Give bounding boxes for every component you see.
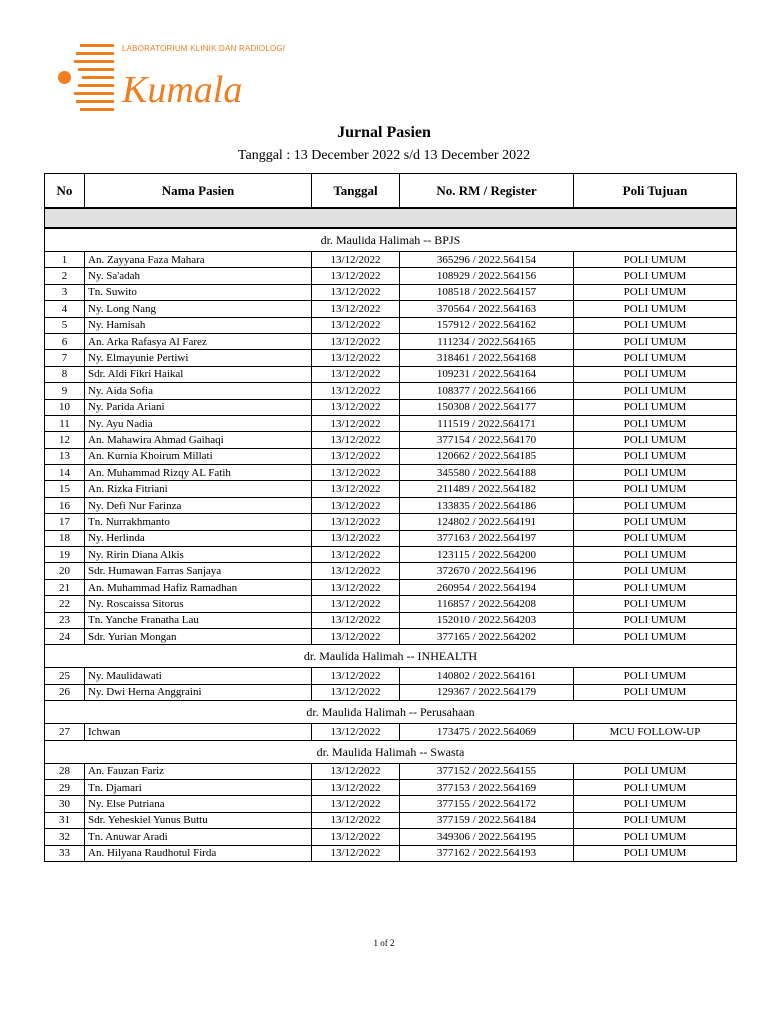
visit-date: 13/12/2022 [312, 779, 400, 795]
page-number: 1 of 2 [373, 938, 395, 948]
table-row [45, 845, 737, 861]
poli-tujuan: POLI UMUM [574, 301, 737, 317]
poli-tujuan: POLI UMUM [574, 547, 737, 563]
patient-name: An. Zayyana Faza Mahara [85, 252, 312, 268]
poli-tujuan: POLI UMUM [574, 284, 737, 300]
visit-date: 13/12/2022 [312, 514, 400, 530]
row-no: 18 [45, 530, 85, 546]
table-row [45, 350, 737, 366]
rm-register: 377152 / 2022.564155 [400, 763, 574, 779]
table-row [45, 252, 737, 268]
visit-date: 13/12/2022 [312, 383, 400, 399]
rm-register: 377153 / 2022.564169 [400, 779, 574, 795]
row-no: 11 [45, 415, 85, 431]
visit-date: 13/12/2022 [312, 612, 400, 628]
table-row [45, 415, 737, 431]
poli-tujuan: POLI UMUM [574, 350, 737, 366]
rm-register: 124802 / 2022.564191 [400, 514, 574, 530]
report-title: Jurnal Pasien [337, 124, 431, 141]
patient-name: An. Fauzan Fariz [85, 763, 312, 779]
rm-register: 349306 / 2022.564195 [400, 829, 574, 845]
visit-date: 13/12/2022 [312, 268, 400, 284]
rm-register: 152010 / 2022.564203 [400, 612, 574, 628]
patient-name: Ny. Long Nang [85, 301, 312, 317]
visit-date: 13/12/2022 [312, 252, 400, 268]
row-no: 3 [45, 284, 85, 300]
row-no: 10 [45, 399, 85, 415]
patient-name: Ny. Sa'adah [85, 268, 312, 284]
rm-register: 377163 / 2022.564197 [400, 530, 574, 546]
patient-name: Ny. Defi Nur Farinza [85, 497, 312, 513]
poli-tujuan: POLI UMUM [574, 779, 737, 795]
poli-tujuan: POLI UMUM [574, 317, 737, 333]
table-row [45, 333, 737, 349]
poli-tujuan: POLI UMUM [574, 829, 737, 845]
patient-name: Ny. Hamisah [85, 317, 312, 333]
poli-tujuan: POLI UMUM [574, 481, 737, 497]
row-no: 17 [45, 514, 85, 530]
table-body [45, 208, 737, 861]
patient-name: Tn. Nurrakhmanto [85, 514, 312, 530]
rm-register: 370564 / 2022.564163 [400, 301, 574, 317]
visit-date: 13/12/2022 [312, 628, 400, 644]
rm-register: 116857 / 2022.564208 [400, 596, 574, 612]
table-row [45, 530, 737, 546]
table-row [45, 497, 737, 513]
poli-tujuan: POLI UMUM [574, 399, 737, 415]
rm-register: 157912 / 2022.564162 [400, 317, 574, 333]
table-row [45, 724, 737, 740]
rm-register: 173475 / 2022.564069 [400, 724, 574, 740]
poli-tujuan: POLI UMUM [574, 684, 737, 700]
table-row [45, 668, 737, 684]
rm-register: 129367 / 2022.564179 [400, 684, 574, 700]
rm-register: 111234 / 2022.564165 [400, 333, 574, 349]
rm-register: 377162 / 2022.564193 [400, 845, 574, 861]
table-row [45, 579, 737, 595]
group-header-row [45, 645, 737, 668]
visit-date: 13/12/2022 [312, 448, 400, 464]
visit-date: 13/12/2022 [312, 333, 400, 349]
visit-date: 13/12/2022 [312, 301, 400, 317]
row-no: 19 [45, 547, 85, 563]
col-poli-tujuan: Poli Tujuan [574, 174, 737, 209]
row-no: 15 [45, 481, 85, 497]
visit-date: 13/12/2022 [312, 684, 400, 700]
patient-name: Tn. Anuwar Aradi [85, 829, 312, 845]
table-row [45, 481, 737, 497]
rm-register: 108929 / 2022.564156 [400, 268, 574, 284]
table-row [45, 829, 737, 845]
table-header-row [45, 174, 737, 209]
rm-register: 377154 / 2022.564170 [400, 432, 574, 448]
table-row [45, 284, 737, 300]
patient-name: An. Rizka Fitriani [85, 481, 312, 497]
rm-register: 140802 / 2022.564161 [400, 668, 574, 684]
separator-row [45, 208, 737, 228]
row-no: 29 [45, 779, 85, 795]
patient-name: Sdr. Humawan Farras Sanjaya [85, 563, 312, 579]
visit-date: 13/12/2022 [312, 415, 400, 431]
visit-date: 13/12/2022 [312, 563, 400, 579]
patient-name: Ny. Roscaissa Sitorus [85, 596, 312, 612]
visit-date: 13/12/2022 [312, 530, 400, 546]
poli-tujuan: POLI UMUM [574, 612, 737, 628]
table-row [45, 779, 737, 795]
poli-tujuan: POLI UMUM [574, 465, 737, 481]
logo-dot-icon [58, 71, 71, 84]
rm-register: 318461 / 2022.564168 [400, 350, 574, 366]
row-no: 30 [45, 796, 85, 812]
group-name: dr. Maulida Halimah -- INHEALTH [45, 645, 737, 668]
patient-name: Sdr. Aldi Fikri Haikal [85, 366, 312, 382]
row-no: 14 [45, 465, 85, 481]
poli-tujuan: POLI UMUM [574, 514, 737, 530]
poli-tujuan: POLI UMUM [574, 668, 737, 684]
row-no: 5 [45, 317, 85, 333]
row-no: 24 [45, 628, 85, 644]
row-no: 32 [45, 829, 85, 845]
patient-name: Sdr. Yurian Mongan [85, 628, 312, 644]
poli-tujuan: POLI UMUM [574, 432, 737, 448]
row-no: 1 [45, 252, 85, 268]
patient-name: Ny. Elmayunie Pertiwi [85, 350, 312, 366]
visit-date: 13/12/2022 [312, 465, 400, 481]
row-no: 28 [45, 763, 85, 779]
table-row [45, 563, 737, 579]
rm-register: 377159 / 2022.564184 [400, 812, 574, 828]
lab-name: LABORATORIUM KLINIK DAN RADIOLOGI [122, 44, 286, 53]
row-no: 22 [45, 596, 85, 612]
visit-date: 13/12/2022 [312, 399, 400, 415]
patient-name: Ny. Aida Sofia [85, 383, 312, 399]
table-row [45, 432, 737, 448]
poli-tujuan: POLI UMUM [574, 448, 737, 464]
poli-tujuan: POLI UMUM [574, 333, 737, 349]
table-row [45, 514, 737, 530]
visit-date: 13/12/2022 [312, 668, 400, 684]
poli-tujuan: MCU FOLLOW-UP [574, 724, 737, 740]
report-date-range: Tanggal : 13 December 2022 s/d 13 December 2022 [237, 148, 531, 163]
rm-register: 133835 / 2022.564186 [400, 497, 574, 513]
table-row [45, 399, 737, 415]
rm-register: 120662 / 2022.564185 [400, 448, 574, 464]
row-no: 16 [45, 497, 85, 513]
visit-date: 13/12/2022 [312, 497, 400, 513]
visit-date: 13/12/2022 [312, 845, 400, 861]
visit-date: 13/12/2022 [312, 596, 400, 612]
patient-name: Ny. Ririn Diana Alkis [85, 547, 312, 563]
group-name: dr. Maulida Halimah -- BPJS [45, 228, 737, 252]
patient-name: Ny. Dwi Herna Anggraini [85, 684, 312, 700]
row-no: 4 [45, 301, 85, 317]
patient-name: An. Hilyana Raudhotul Firda [85, 845, 312, 861]
patient-name: An. Muhammad Hafiz Ramadhan [85, 579, 312, 595]
col-no: No [45, 174, 85, 209]
table-row [45, 596, 737, 612]
row-no: 25 [45, 668, 85, 684]
patient-name: An. Kurnia Khoirum Millati [85, 448, 312, 464]
poli-tujuan: POLI UMUM [574, 366, 737, 382]
table-row [45, 465, 737, 481]
col-no-rm-register: No. RM / Register [400, 174, 574, 209]
visit-date: 13/12/2022 [312, 481, 400, 497]
patient-name: Tn. Suwito [85, 284, 312, 300]
table-row [45, 812, 737, 828]
row-no: 23 [45, 612, 85, 628]
group-name: dr. Maulida Halimah -- Swasta [45, 740, 737, 763]
patient-name: Ny. Else Putriana [85, 796, 312, 812]
poli-tujuan: POLI UMUM [574, 268, 737, 284]
group-header-row [45, 228, 737, 252]
rm-register: 260954 / 2022.564194 [400, 579, 574, 595]
visit-date: 13/12/2022 [312, 812, 400, 828]
patient-name: Sdr. Yeheskiel Yunus Buttu [85, 812, 312, 828]
visit-date: 13/12/2022 [312, 763, 400, 779]
patient-name: Tn. Djamari [85, 779, 312, 795]
patient-name: An. Arka Rafasya Al Farez [85, 333, 312, 349]
table-row [45, 383, 737, 399]
table-row [45, 301, 737, 317]
patient-name: An. Mahawira Ahmad Gaihaqi [85, 432, 312, 448]
rm-register: 109231 / 2022.564164 [400, 366, 574, 382]
poli-tujuan: POLI UMUM [574, 628, 737, 644]
row-no: 21 [45, 579, 85, 595]
visit-date: 13/12/2022 [312, 366, 400, 382]
patient-journal-table [44, 173, 737, 862]
visit-date: 13/12/2022 [312, 547, 400, 563]
rm-register: 111519 / 2022.564171 [400, 415, 574, 431]
patient-name: Ichwan [85, 724, 312, 740]
rm-register: 211489 / 2022.564182 [400, 481, 574, 497]
patient-name: Ny. Ayu Nadia [85, 415, 312, 431]
table-row [45, 763, 737, 779]
visit-date: 13/12/2022 [312, 317, 400, 333]
table-row [45, 684, 737, 700]
table-row [45, 628, 737, 644]
row-no: 6 [45, 333, 85, 349]
patient-name: An. Muhammad Rizqy AL Fatih [85, 465, 312, 481]
brand-name: Kumala [122, 69, 243, 111]
rm-register: 345580 / 2022.564188 [400, 465, 574, 481]
rm-register: 365296 / 2022.564154 [400, 252, 574, 268]
row-no: 26 [45, 684, 85, 700]
visit-date: 13/12/2022 [312, 724, 400, 740]
visit-date: 13/12/2022 [312, 796, 400, 812]
poli-tujuan: POLI UMUM [574, 845, 737, 861]
rm-register: 108518 / 2022.564157 [400, 284, 574, 300]
group-header-row [45, 701, 737, 724]
rm-register: 108377 / 2022.564166 [400, 383, 574, 399]
row-no: 2 [45, 268, 85, 284]
col-nama-pasien: Nama Pasien [85, 174, 312, 209]
visit-date: 13/12/2022 [312, 829, 400, 845]
visit-date: 13/12/2022 [312, 579, 400, 595]
table-row [45, 268, 737, 284]
row-no: 13 [45, 448, 85, 464]
row-no: 8 [45, 366, 85, 382]
row-no: 7 [45, 350, 85, 366]
patient-name: Ny. Herlinda [85, 530, 312, 546]
rm-register: 377155 / 2022.564172 [400, 796, 574, 812]
row-no: 9 [45, 383, 85, 399]
group-name: dr. Maulida Halimah -- Perusahaan [45, 701, 737, 724]
table-row [45, 317, 737, 333]
visit-date: 13/12/2022 [312, 432, 400, 448]
rm-register: 377165 / 2022.564202 [400, 628, 574, 644]
poli-tujuan: POLI UMUM [574, 763, 737, 779]
poli-tujuan: POLI UMUM [574, 579, 737, 595]
poli-tujuan: POLI UMUM [574, 497, 737, 513]
rm-register: 123115 / 2022.564200 [400, 547, 574, 563]
poli-tujuan: POLI UMUM [574, 415, 737, 431]
poli-tujuan: POLI UMUM [574, 563, 737, 579]
poli-tujuan: POLI UMUM [574, 796, 737, 812]
patient-name: Ny. Parida Ariani [85, 399, 312, 415]
row-no: 27 [45, 724, 85, 740]
table-row [45, 612, 737, 628]
poli-tujuan: POLI UMUM [574, 530, 737, 546]
group-header-row [45, 740, 737, 763]
patient-name: Tn. Yanche Franatha Lau [85, 612, 312, 628]
rm-register: 372670 / 2022.564196 [400, 563, 574, 579]
row-no: 31 [45, 812, 85, 828]
kumala-logo [58, 40, 288, 120]
row-no: 20 [45, 563, 85, 579]
row-no: 33 [45, 845, 85, 861]
poli-tujuan: POLI UMUM [574, 383, 737, 399]
table-row [45, 448, 737, 464]
poli-tujuan: POLI UMUM [574, 812, 737, 828]
table-row [45, 547, 737, 563]
poli-tujuan: POLI UMUM [574, 252, 737, 268]
col-tanggal: Tanggal [312, 174, 400, 209]
visit-date: 13/12/2022 [312, 350, 400, 366]
table-row [45, 796, 737, 812]
visit-date: 13/12/2022 [312, 284, 400, 300]
table-row [45, 366, 737, 382]
poli-tujuan: POLI UMUM [574, 596, 737, 612]
patient-name: Ny. Maulidawati [85, 668, 312, 684]
row-no: 12 [45, 432, 85, 448]
rm-register: 150308 / 2022.564177 [400, 399, 574, 415]
